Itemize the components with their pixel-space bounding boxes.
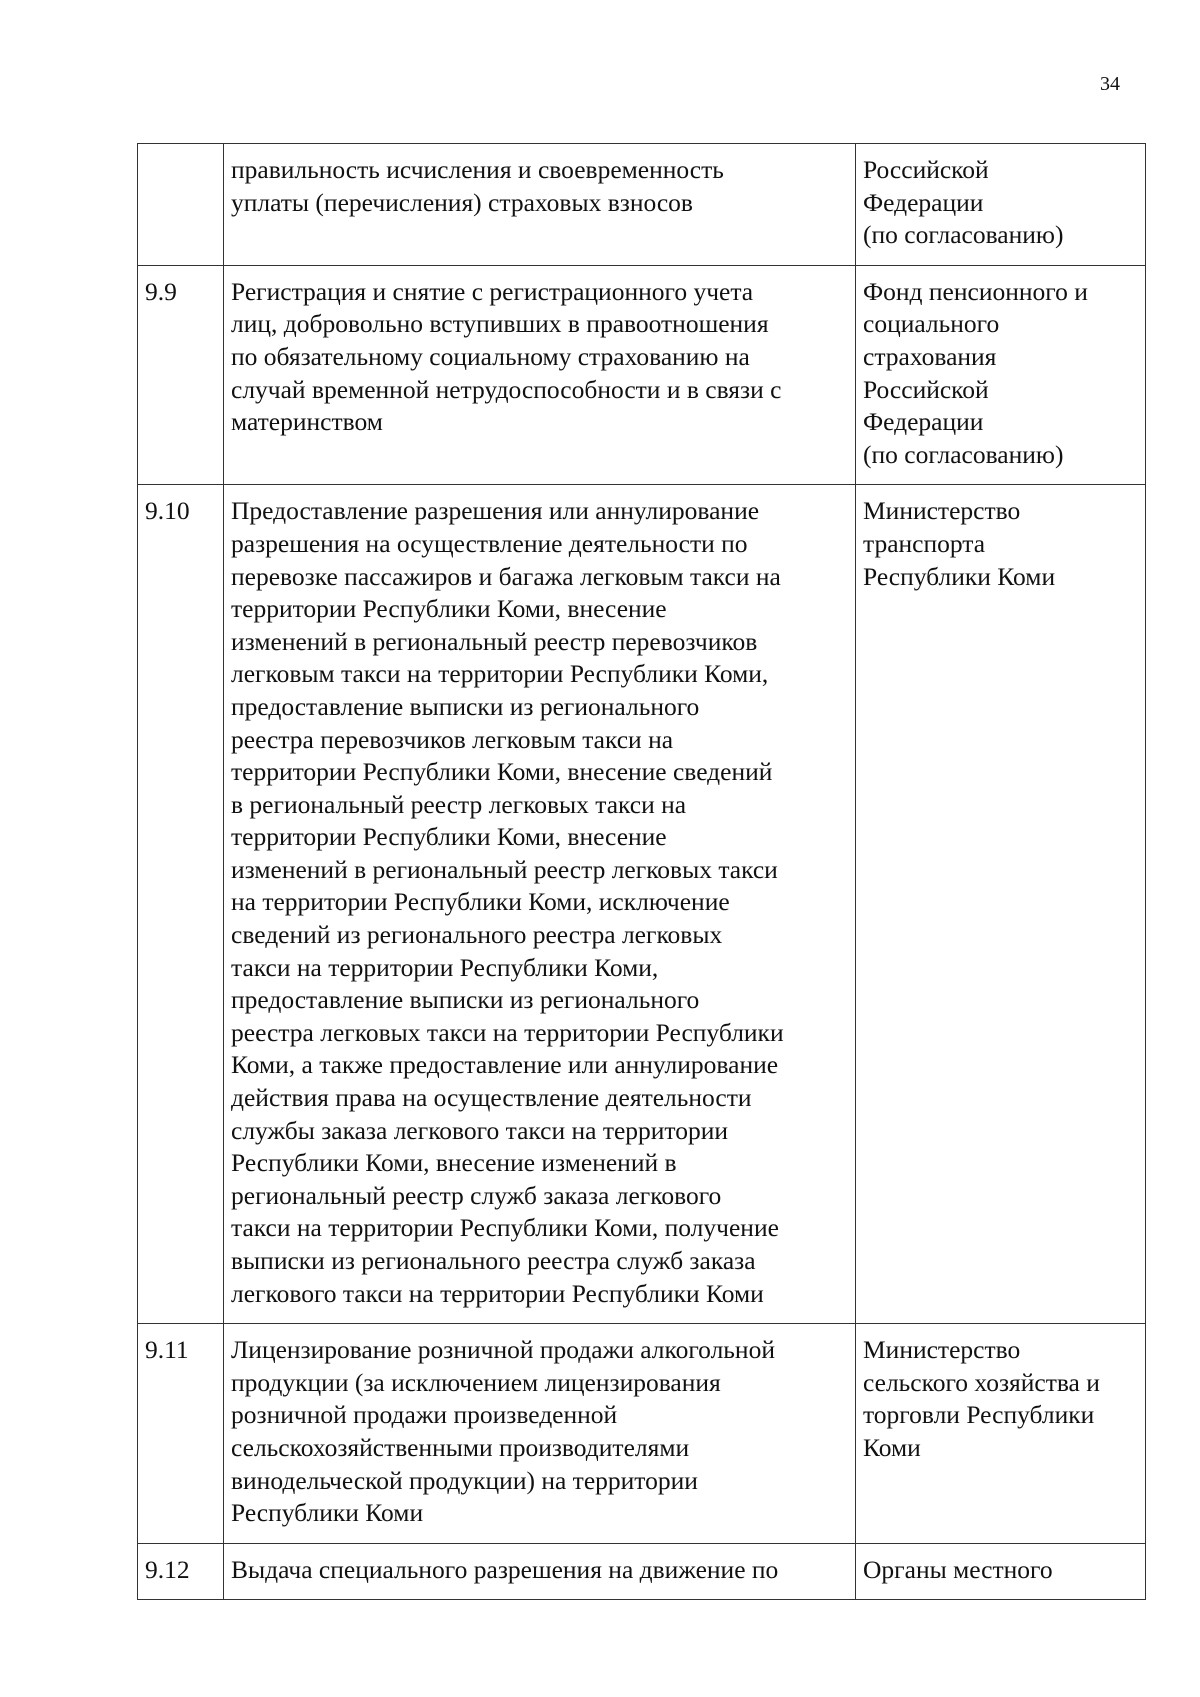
description-line: службы заказа легкового такси на территории xyxy=(231,1115,729,1145)
description-line: изменений в региональный реестр легковых такси xyxy=(231,854,778,884)
organization-line: транспорта xyxy=(863,528,986,558)
description-line: изменений в региональный реестр перевозчиков xyxy=(231,626,758,656)
table-row xyxy=(138,144,1146,266)
organization-line: торговли Республики xyxy=(863,1400,1095,1430)
organization-cell xyxy=(856,144,1146,266)
organization-line: (по согласованию) xyxy=(863,220,1064,250)
description-line: разрешения на осуществление деятельности по xyxy=(231,528,748,558)
description-line: лиц, добровольно вступивших в правоотношения xyxy=(231,309,769,339)
description-line: региональный реестр служб заказа легкового xyxy=(231,1180,722,1210)
description-line: Республики Коми xyxy=(231,1498,424,1528)
organization-line: Фонд пенсионного и xyxy=(863,276,1088,306)
table-row xyxy=(138,1543,1146,1600)
organization-line: Российской xyxy=(863,374,989,404)
organization-line: страхования xyxy=(863,341,997,371)
page-number: 34 xyxy=(1100,73,1120,95)
organization-cell xyxy=(856,1543,1146,1600)
organization-cell xyxy=(856,1324,1146,1544)
description-cell xyxy=(224,1543,856,1600)
description-line: территории Республики Коми, внесение xyxy=(231,594,667,624)
organization-line: Органы местного xyxy=(863,1554,1053,1584)
organization-line: Республики Коми xyxy=(863,561,1056,591)
table-row xyxy=(138,265,1146,485)
description-line: легковым такси на территории Республики Коми, xyxy=(231,659,769,689)
organization-line: Министерство xyxy=(863,496,1021,526)
organization-line: Федерации xyxy=(863,187,984,217)
organization-cell xyxy=(856,485,1146,1324)
row-number-cell: 9.11 xyxy=(138,1324,224,1544)
description-line: предоставление выписки из регионального xyxy=(231,691,700,721)
description-line: территории Республики Коми, внесение сведений xyxy=(231,757,773,787)
description-cell xyxy=(224,144,856,266)
description-line: по обязательному социальному страхованию на xyxy=(231,341,750,371)
description-line: сельскохозяйственными производителями xyxy=(231,1432,690,1462)
organization-line: Российской xyxy=(863,155,989,184)
description-cell xyxy=(224,265,856,485)
table-row xyxy=(138,485,1146,1324)
row-number-cell: 9.12 xyxy=(138,1543,224,1600)
description-line: выписки из регионального реестра служб заказа xyxy=(231,1246,756,1275)
description-line: Предоставление разрешения или аннулирование xyxy=(231,496,760,526)
row-number-cell xyxy=(138,144,224,266)
description-line: Выдача специального разрешения на движение по xyxy=(231,1554,779,1584)
description-line: на территории Республики Коми, исключение xyxy=(231,887,730,917)
description-line: сведений из регионального реестра легковых xyxy=(231,920,723,950)
description-line: розничной продажи произведенной xyxy=(231,1400,618,1430)
organization-line: сельского хозяйства и xyxy=(863,1367,1100,1397)
organization-line: Федерации xyxy=(863,407,984,437)
description-line: Регистрация и снятие с регистрационного учета xyxy=(231,276,754,306)
description-cell xyxy=(224,1324,856,1544)
description-line: территории Республики Коми, внесение xyxy=(231,822,667,852)
row-number-cell: 9.9 xyxy=(138,265,224,485)
description-line: реестра легковых такси на территории Республики xyxy=(231,1017,784,1047)
description-line: Республики Коми, внесение изменений в xyxy=(231,1148,677,1178)
description-line: материнством xyxy=(231,407,383,437)
description-line: действия права на осуществление деятельности xyxy=(231,1083,752,1113)
row-number-cell: 9.10 xyxy=(138,485,224,1324)
organization-cell xyxy=(856,265,1146,485)
description-line: случай временной нетрудоспособности и в связи с xyxy=(231,374,782,404)
description-line: в региональный реестр легковых такси на xyxy=(231,789,687,819)
description-line: такси на территории Республики Коми, получение xyxy=(231,1213,779,1243)
organization-line: Министерство xyxy=(863,1335,1021,1365)
description-line: уплаты (перечисления) страховых взносов xyxy=(231,187,693,217)
services-table xyxy=(137,143,1146,1600)
description-line: винодельческой продукции) на территории xyxy=(231,1465,698,1495)
description-line: реестра перевозчиков легковым такси на xyxy=(231,724,674,754)
description-line: легкового такси на территории Республики Коми xyxy=(231,1278,764,1308)
description-line: Коми, а также предоставление или аннулирование xyxy=(231,1050,779,1080)
description-line: такси на территории Республики Коми, xyxy=(231,952,659,982)
description-line: предоставление выписки из регионального xyxy=(231,985,700,1015)
table-row xyxy=(138,1324,1146,1544)
description-line: перевозке пассажиров и багажа легковым такси на xyxy=(231,561,781,591)
organization-line: Коми xyxy=(863,1432,921,1462)
description-line: Лицензирование розничной продажи алкогольной xyxy=(231,1335,775,1365)
organization-line: (по согласованию) xyxy=(863,439,1064,469)
description-line: правильность исчисления и своевременность xyxy=(231,155,724,184)
description-cell xyxy=(224,485,856,1324)
description-line: продукции (за исключением лицензирования xyxy=(231,1367,721,1397)
organization-line: социального xyxy=(863,309,1000,339)
services-table-body xyxy=(138,144,1146,1600)
